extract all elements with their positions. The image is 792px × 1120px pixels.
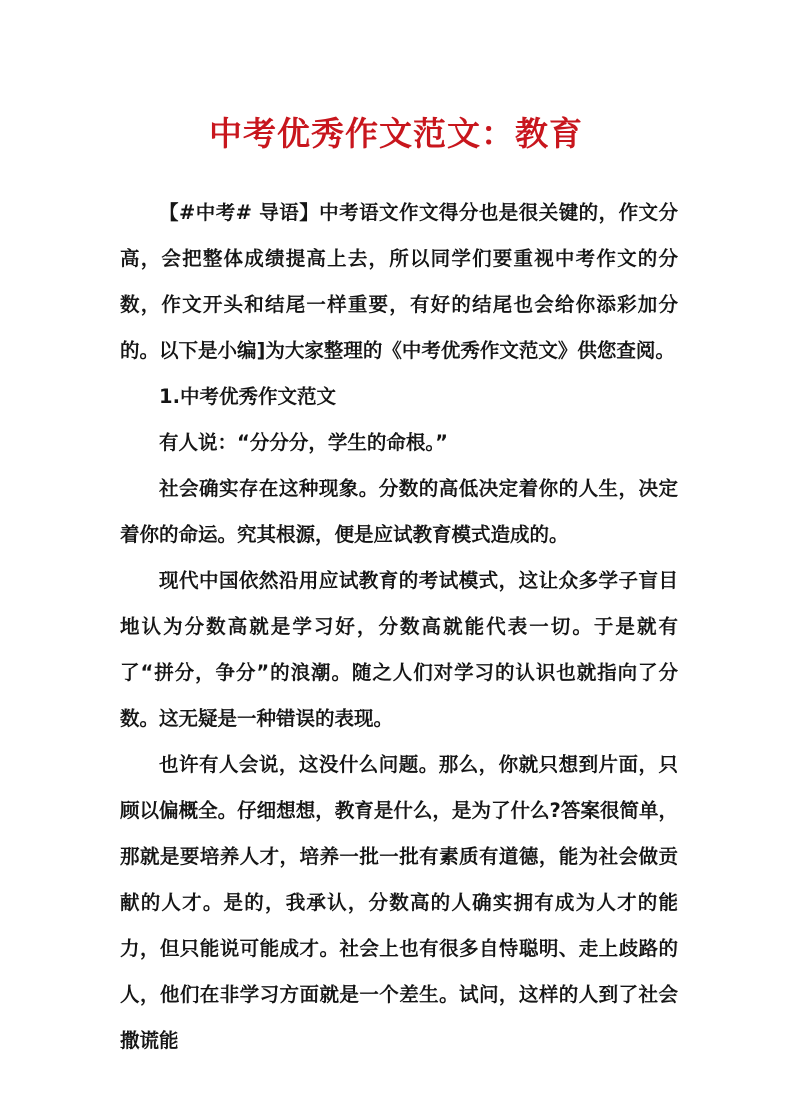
essay-paragraph: 现代中国依然沿用应试教育的考试模式，这让众多学子盲目地认为分数高就是学习好，分数高就能代表一切。于是就有了“拼分，争分”的浪潮。随之人们对学习的认识也就指向了分数。这无疑是一种错误的表现。	[120, 569, 678, 730]
essay-paragraph: 社会确实存在这种现象。分数的高低决定着你的人生，决定着你的命运。究其根源，便是应试教育模式造成的。	[120, 477, 678, 546]
document-title: 中考优秀作文范文：教育	[209, 114, 583, 153]
intro-paragraph: 【#中考# 导语】中考语文作文得分也是很关键的，作文分高，会把整体成绩提高上去，所以同学们要重视中考作文的分数，作文开头和结尾一样重要，有好的结尾也会给你添彩加分的。以下是小编]为大家整理的《中考优秀作文范文》供您查阅。	[120, 201, 678, 362]
section-heading: 1.中考优秀作文范文	[159, 385, 336, 408]
document-body	[120, 190, 678, 1064]
essay-paragraph: 也许有人会说，这没什么问题。那么，你就只想到片面，只顾以偏概全。仔细想想，教育是什么，是为了什么?答案很简单，那就是要培养人才，培养一批一批有素质有道德，能为社会做贡献的人才。是的，我承认，分数高的人确实拥有成为人才的能力，但只能说可能成才。社会上也有很多自恃聪明、走上歧路的人，他们在非学习方面就是一个差生。试问，这样的人到了社会撒谎能	[120, 753, 678, 1052]
essay-paragraph: 有人说：“分分分，学生的命根。”	[159, 431, 448, 454]
